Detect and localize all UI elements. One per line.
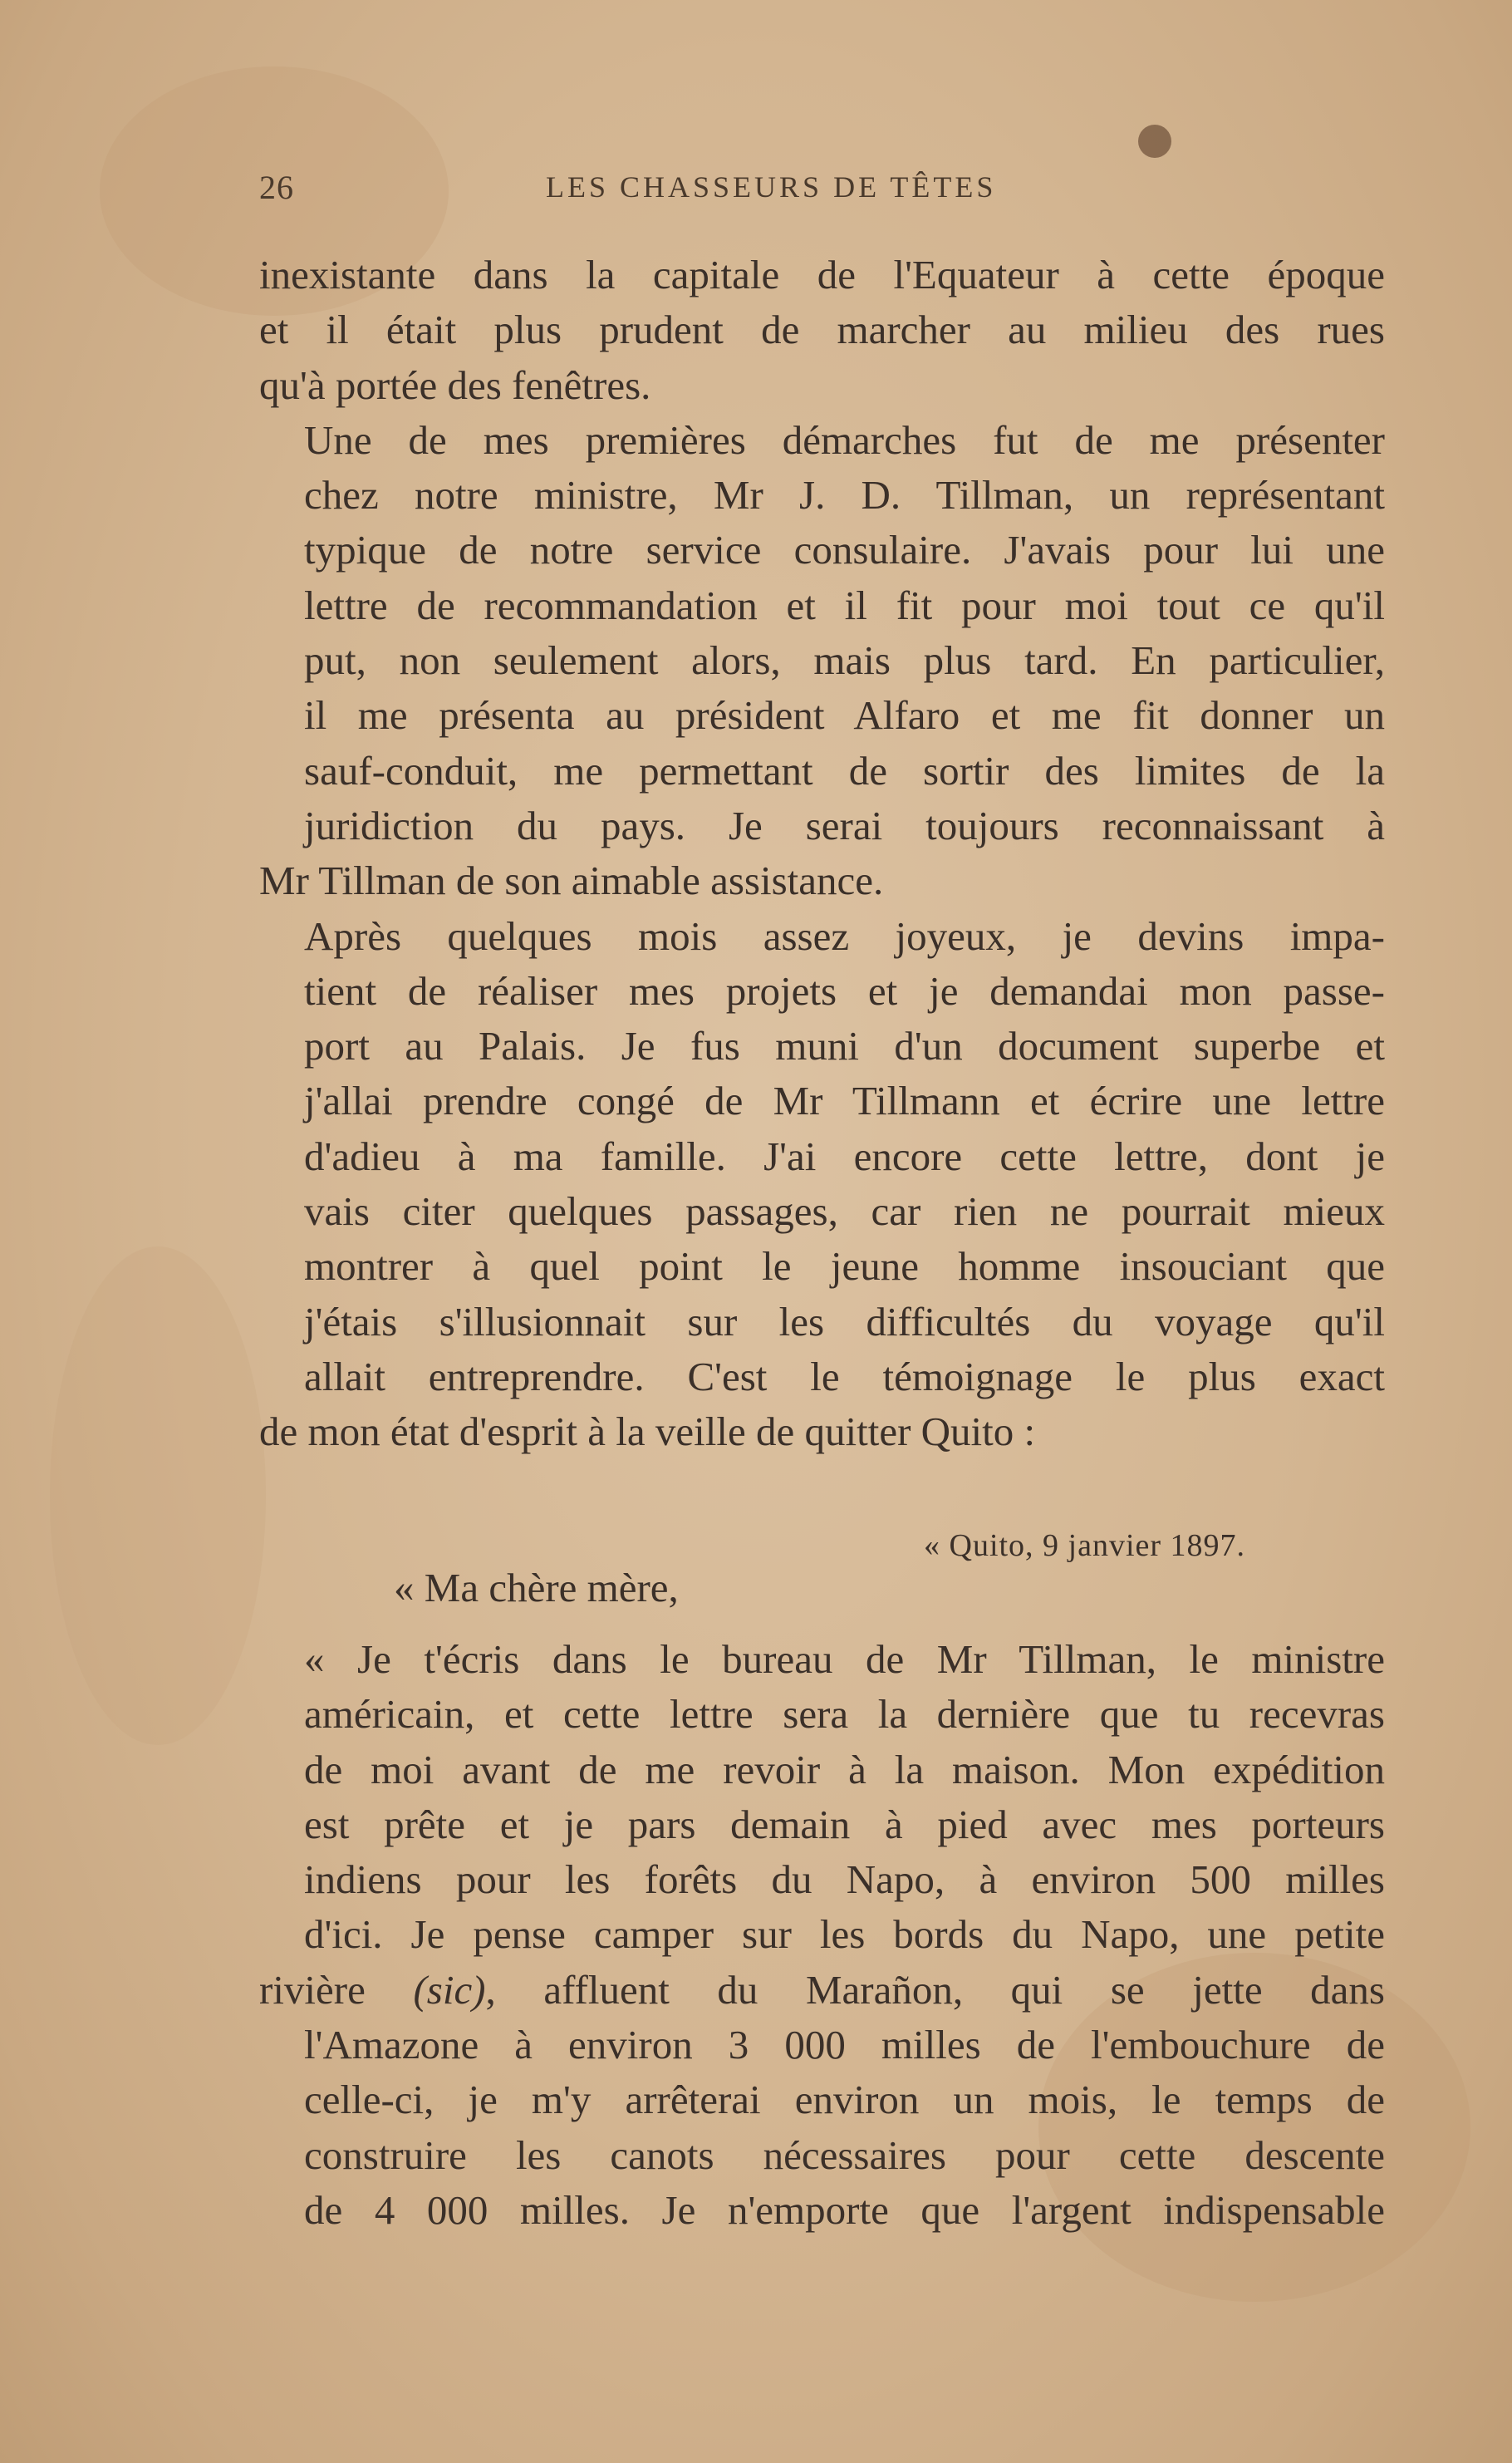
page-number: 26 bbox=[259, 169, 294, 206]
letter-dateline: « Quito, 9 janvier 1897. bbox=[924, 1528, 1246, 1563]
text-line: il me présenta au président Alfaro et me fit donner un bbox=[304, 692, 1385, 739]
text-line: d'ici. Je pense camper sur les bords du Napo, une petite bbox=[304, 1911, 1385, 1958]
text-line: allait entreprendre. C'est le témoignage le plus exact bbox=[304, 1353, 1385, 1399]
text-line: vais citer quelques passages, car rien ne pourrait mieux bbox=[304, 1188, 1385, 1235]
paragraph-end-line bbox=[259, 1404, 1385, 1459]
paper-stain bbox=[50, 1246, 266, 1745]
narrative-text bbox=[259, 248, 1385, 1460]
text-line: j'allai prendre congé de Mr Tillmann et écrire une lettre bbox=[304, 1078, 1385, 1124]
text-line: lettre de recommandation et il fit pour moi tout ce qu'il bbox=[304, 582, 1385, 628]
text-line: tient de réaliser mes projets et je demandai mon passe- bbox=[304, 967, 1385, 1014]
running-head: LES CHASSEURS DE TÊTES bbox=[546, 170, 997, 204]
paragraph bbox=[259, 413, 1385, 853]
text-line: l'Amazone à environ 3 000 milles de l'embouchure de bbox=[304, 2022, 1385, 2068]
text-line: construire les canots nécessaires pour cette descente bbox=[304, 2131, 1385, 2178]
letter-body bbox=[259, 1632, 1385, 2238]
text-line: celle-ci, je m'y arrêterai environ un mois, le temps de bbox=[304, 2077, 1385, 2123]
text-line: put, non seulement alors, mais plus tard. En particulier, bbox=[304, 637, 1385, 684]
text-line: de moi avant de me revoir à la maison. Mon expédition bbox=[304, 1746, 1385, 1792]
paragraph bbox=[259, 909, 1385, 1405]
text-line-suffix: , affluent du Marañon, qui se jette dans bbox=[485, 1966, 1385, 2013]
paper-stain bbox=[1138, 125, 1171, 158]
text-line-prefix: rivière bbox=[259, 1966, 414, 2013]
text-line: j'étais s'illusionnait sur les difficultés du voyage qu'il bbox=[304, 1298, 1385, 1345]
letter-salutation: « Ma chère mère, bbox=[394, 1565, 679, 1610]
paragraph-continuation bbox=[259, 248, 1385, 358]
text-line: et il était plus prudent de marcher au milieu des rues bbox=[259, 307, 1385, 353]
text-line: américain, et cette lettre sera la dernière que tu recevras bbox=[304, 1691, 1385, 1738]
text-line: qu'à portée des fenêtres. bbox=[259, 361, 651, 408]
text-line: sauf-conduit, me permettant de sortir des limites de la bbox=[304, 747, 1385, 794]
text-line: port au Palais. Je fus muni d'un document superbe et bbox=[304, 1023, 1385, 1069]
paragraph-end-line bbox=[259, 853, 1385, 908]
text-line: indiens pour les forêts du Napo, à environ 500 milles bbox=[304, 1856, 1385, 1903]
text-line: typique de notre service consulaire. J'avais pour lui une bbox=[304, 527, 1385, 573]
text-line: montrer à quel point le jeune homme insouciant que bbox=[304, 1243, 1385, 1290]
italic-sic: (sic) bbox=[413, 1966, 486, 2013]
paragraph-end-line bbox=[259, 358, 1385, 413]
text-line: Après quelques mois assez joyeux, je devins impa- bbox=[304, 912, 1385, 959]
text-line: est prête et je pars demain à pied avec mes porteurs bbox=[304, 1801, 1385, 1847]
text-line: juridiction du pays. Je serai toujours reconnaissant à bbox=[304, 802, 1385, 848]
text-line: inexistante dans la capitale de l'Equateur à cette époque bbox=[259, 252, 1385, 297]
text-line: Une de mes premières démarches fut de me présenter bbox=[304, 416, 1385, 463]
text-line: chez notre ministre, Mr J. D. Tillman, un représentant bbox=[304, 472, 1385, 519]
page-header bbox=[259, 168, 1123, 209]
text-line: « Je t'écris dans le bureau de Mr Tillman, le ministre bbox=[304, 1636, 1385, 1682]
text-line: de mon état d'esprit à la veille de quitter Quito : bbox=[259, 1408, 1036, 1455]
letter-paragraph bbox=[259, 1632, 1385, 2238]
text-line: de 4 000 milles. Je n'emporte que l'argent indispensable bbox=[304, 2186, 1385, 2233]
text-line: Mr Tillman de son aimable assistance. bbox=[259, 858, 884, 904]
text-line: d'adieu à ma famille. J'ai encore cette lettre, dont je bbox=[304, 1133, 1385, 1179]
